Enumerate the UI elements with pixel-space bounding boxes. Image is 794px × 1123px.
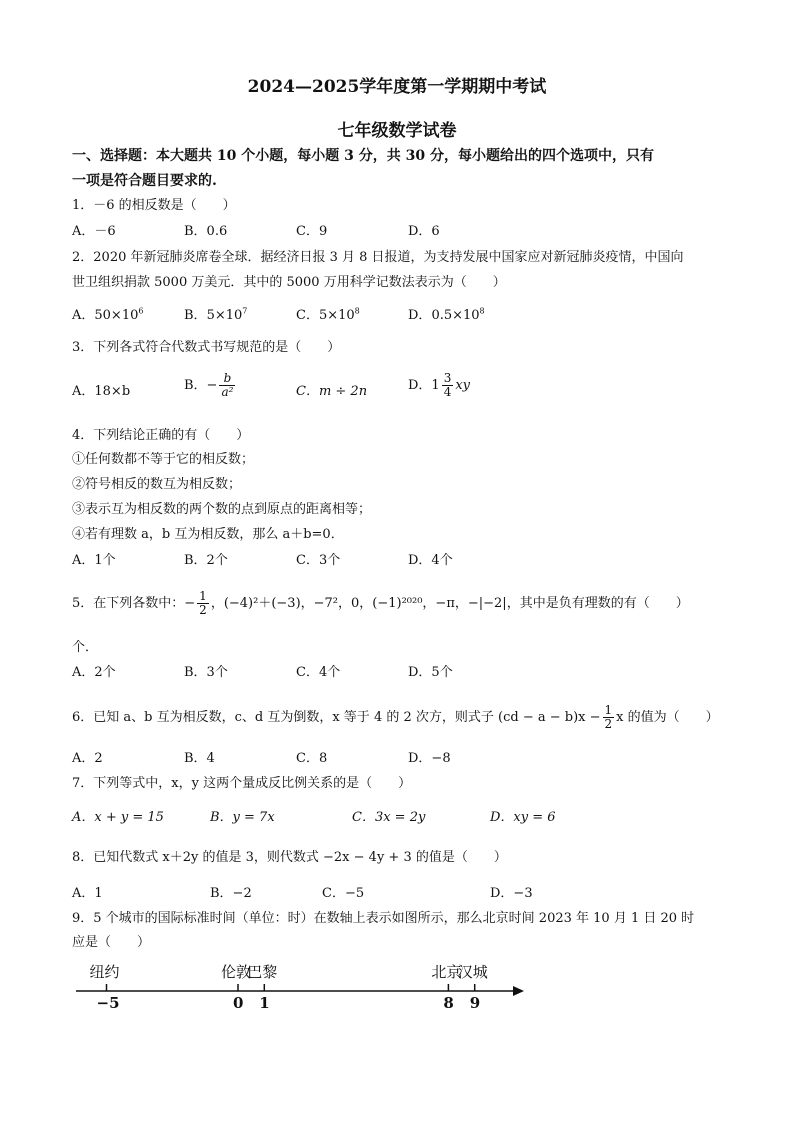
q3-option-b-label: B．− (184, 378, 218, 393)
exam-subtitle: 七年级数学试卷 (337, 121, 457, 141)
q3-option-d-tail: xy (455, 378, 471, 393)
q3-stem: 3．下列各式符合代数式书写规范的是（ ） (72, 340, 341, 355)
q3-option-d[interactable] (408, 372, 470, 399)
q2-option-a[interactable] (72, 308, 143, 324)
section-heading-line1: 一、选择题：本大题共 10 个小题，每小题 3 分，共 30 分，每小题给出的四个选项中，只有 (72, 148, 654, 164)
q3-option-d-fraction (442, 372, 454, 399)
q3-option-b-numerator: b (219, 372, 235, 386)
q7-option-d[interactable]: D．xy = 6 (490, 810, 556, 825)
q7-stem: 7．下列等式中，x，y 这两个量成反比例关系的是（ ） (72, 776, 412, 791)
q5-fraction-numerator: 1 (199, 589, 207, 603)
q5-stem-prefix: 5．在下列各数中：− (72, 596, 196, 611)
q3-option-b[interactable] (184, 372, 237, 399)
city-name-label: 巴黎 (247, 963, 278, 981)
q6-fraction-numerator: 1 (604, 703, 613, 717)
q2-option-c-exp: 8 (354, 306, 360, 316)
q3-option-d-numerator: 3 (443, 371, 452, 385)
q2-stem-line1: 2．2020 年新冠肺炎席卷全球．据经济日报 3 月 8 日报道，为支持发展中国家应对新冠肺炎疫情，中国向 (72, 250, 684, 265)
city-value-label: −5 (96, 994, 120, 1012)
q4-option-d[interactable]: D．4个 (408, 553, 453, 568)
q2-stem-line2: 世卫组织捐款 5000 万美元．其中的 5000 万用科学记数法表示为（ ） (72, 275, 506, 290)
q4-option-b[interactable]: B．2个 (184, 553, 228, 568)
q6-option-a[interactable]: A．2 (72, 751, 103, 766)
exam-title: 2024—2025学年度第一学期期中考试 (247, 77, 547, 97)
q1-option-a[interactable]: A．－6 (72, 224, 116, 239)
q5-fraction (197, 590, 209, 617)
q6-fraction (603, 704, 615, 731)
city-value-label: 0 (233, 994, 244, 1012)
q4-statement-4: ④若有理数 a，b 互为相反数，那么 a＋b=0． (72, 527, 344, 542)
city-name-label: 伦敦 (221, 963, 252, 981)
q2-option-a-label: A． (72, 308, 95, 323)
number-line-arrow-icon (513, 986, 524, 996)
q6-option-b[interactable]: B．4 (184, 751, 215, 766)
q8-option-b[interactable]: B．−2 (210, 886, 252, 901)
q5-stem (72, 590, 689, 617)
q3-option-d-denominator: 4 (443, 385, 452, 399)
q7-option-a[interactable]: A．x + y = 15 (72, 810, 164, 825)
city-name-label: 汉城 (457, 963, 488, 981)
q2-option-b-exp: 7 (242, 306, 248, 316)
q7-option-b[interactable]: B．y = 7x (210, 810, 275, 825)
q9-stem-line2: 应是（ ） (72, 935, 151, 950)
q2-option-b[interactable] (184, 308, 247, 324)
q2-option-b-label: B． (184, 308, 207, 323)
q5-option-c[interactable]: C．4个 (296, 665, 341, 680)
q7-option-c[interactable]: C．3x = 2y (352, 810, 426, 825)
city-value-label: 8 (443, 994, 454, 1012)
section-heading-line2: 一项是符合题目要求的. (72, 173, 217, 189)
q5-option-b[interactable]: B．3个 (184, 665, 228, 680)
q6-stem (72, 704, 719, 731)
q6-stem-rest: x 的值为（ ） (616, 710, 719, 725)
q9-stem-line1: 9．5 个城市的国际标准时间（单位：时）在数轴上表示如图所示，那么北京时间 2023 年 10 月 1 日 20 时 (72, 911, 695, 926)
q4-option-c[interactable]: C．3个 (296, 553, 341, 568)
q4-option-a[interactable]: A．1个 (72, 553, 116, 568)
q3-option-b-denominator: a² (221, 385, 234, 399)
q2-option-c-base: 5×10 (318, 308, 355, 323)
q5-option-a[interactable]: A．2个 (72, 665, 116, 680)
q8-option-c[interactable]: C．−5 (322, 886, 365, 901)
city-name-label: 纽约 (89, 963, 120, 981)
q2-option-d-exp: 8 (479, 306, 485, 316)
q5-stem-rest: ，(−4)²＋(−3)，−7²，0，(−1)²⁰²⁰，−π，−|−2|，其中是负有理数的有（ ） (210, 596, 689, 611)
q2-option-d[interactable] (408, 308, 485, 324)
q6-stem-prefix: 6．已知 a、b 互为相反数，c、d 互为倒数，x 等于 4 的 2 次方，则式子 (cd − a − b)x − (72, 710, 601, 725)
q5-stem-line2: 个． (72, 640, 99, 655)
q4-statement-1: ①任何数都不等于它的相反数； (72, 452, 255, 467)
q8-option-d[interactable]: D．−3 (490, 886, 533, 901)
city-value-label: 9 (469, 994, 481, 1012)
q2-option-d-base: 0.5×10 (431, 308, 480, 323)
q8-option-a[interactable]: A．1 (72, 886, 103, 901)
q4-statement-3: ③表示互为相反数的两个数的点到原点的距离相等； (72, 502, 372, 517)
q3-option-b-fraction (219, 372, 235, 399)
q2-option-a-base: 50×10 (94, 308, 139, 323)
q5-option-d[interactable]: D．5个 (408, 665, 453, 680)
q1-stem: 1．－6 的相反数是（ ） (72, 198, 236, 213)
q3-option-a[interactable]: A．18×b (72, 384, 131, 399)
q3-option-c[interactable]: C．m ÷ 2n (296, 384, 368, 399)
q4-stem: 4．下列结论正确的有（ ） (72, 428, 250, 443)
city-value-label: 1 (259, 994, 270, 1012)
q1-option-d[interactable]: D．6 (408, 224, 440, 239)
q6-option-d[interactable]: D．−8 (408, 751, 451, 766)
q2-option-d-label: D． (408, 308, 432, 323)
q2-option-c[interactable] (296, 308, 360, 324)
q8-stem: 8．已知代数式 x＋2y 的值是 3，则代数式 −2x − 4y + 3 的值是（ ） (72, 850, 507, 865)
q1-option-b[interactable]: B．0.6 (184, 224, 228, 239)
q2-option-a-exp: 6 (138, 306, 144, 316)
q2-option-b-base: 5×10 (206, 308, 243, 323)
q1-option-c[interactable]: C．9 (296, 224, 328, 239)
city-name-label: 北京 (431, 963, 462, 981)
q3-option-d-label: D．1 (408, 378, 440, 393)
q6-option-c[interactable]: C．8 (296, 751, 328, 766)
q6-fraction-denominator: 2 (604, 717, 613, 731)
q4-statement-2: ②符号相反的数互为相反数； (72, 477, 242, 492)
q5-fraction-denominator: 2 (199, 603, 207, 617)
q2-option-c-label: C． (296, 308, 319, 323)
